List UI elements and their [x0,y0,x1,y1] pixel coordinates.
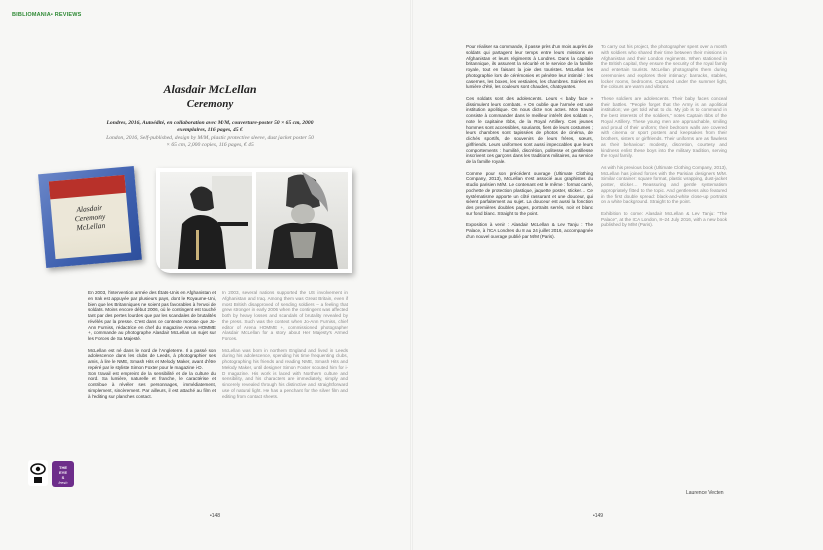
details-french: Londres, 2016, Autoédité, en collaboration avec M/M, couverture-poster 50 × 65 cm, 2000 exemplaires, 116 pages, 45 € [106,120,314,133]
soldier-left-illustration [160,172,252,269]
work-title: Ceremony [186,98,234,110]
soldiers-photo [156,168,352,273]
artist-name: Alasdair McLellan [163,82,257,96]
soldier-portrait-right [256,172,348,269]
column-left-french: En 2003, l'intervention armée des États-Unis en Afghanistan et en Irak est appuyée par plusieurs pays, dont le Royaume-Uni, bien que les Britanniques ne soient pas favorables à l'envoi de soldats. Moins encore début 2006, où le contingent est touché tant par des pertes lourdes que par les scandales de brutalités révélés par la presse. C'est dans ce contexte morose que Jo-Ann Furniss, rédactrice en chef du magazine Arena HOMME +, commande au photographe Alasdair McLellan un sujet sur les Forces de Sa Majesté. McLellan est né dans le nord de l'Angleterre. Il a passé son adolescence dans les clubs de Leeds, à photographier ses amis, à lire le NME, Smash Hits et Melody Maker, avant d'être repéré par le styliste Simon Foxter pour le magazine i-D. Son travail est empreint de la sensibilité et de la culture du nord. Sa lumière, naturelle et franche, le caractérise et contribue à révéler ses personnages, immédiatement, simplement, sincèrement. Par ailleurs, il est attaché au film et à l'editing sur planches contact. [88,290,216,399]
eye-logo-icon [28,460,48,486]
cover-line-2: Ceremony [74,211,106,224]
cover-line-1: Alasdair [75,202,103,215]
soldier-portrait-left [160,172,252,269]
page-number-left: •148 [210,513,221,519]
column-right-english: To carry out his project, the photographer spent over a month with soldiers who shared their time between their missions in Afghanistan and their London regiments. When stationed in the British capital, they ensure the security of the royal family and entertain tourists. McLellan photographs them during ceremonies and explores their intimacy: barracks, stables, locker rooms, bedrooms. Captured under the summer light, the colours are warm and vibrant. These soldiers are adolescents. Their baby faces conceal their battles. "People forget that the Army is an apolitical institution; we get told what to do. My job is to command in the best interests of the soldiers," notes Captain Ibbs of the Royal Artillery. These young men are approachable, smiling and proud of their uniform; their bedroom walls are covered with cinema or sport posters and keepsakes from their brothers, sisters or girlfriends. Their uniforms are as flawless as their behaviour: modesty, discretion, courtesy and kindness enlist these boys into the military tradition, serving the royal family. As with his previous book (Ultimate Clothing Company, 2013), McLellan has joined forces with the Parisian designers M/M. Similar container: square format, plastic wrapping, dust-jacket poster, sticker… Reassuring and gentle systematism appropriately fitted to the topic. And gentleness also featured in the first double spread: black-and-white close-up portraits on a white background. Straight to the point. Exhibition to come: Alasdair McLellan & Lev Tanju: "The Palace", at the ICA London, 8–24 July 2016, with a new book published by M/M (Paris). [601,44,727,228]
section-header: BIBLIOMANIA• REVIEWS [12,12,82,18]
column-left-english: In 2003, several nations supported the US involvement in Afghanistan and Iraq. Among them was Great Britain, even if most British disapproved of sending soldiers – a feeling that grew stronger in early 2006 when the contingent was affected both by heavy losses and scandals of brutality revealed by the press. Such was the context when Jo-Ann Furniss, chief editor of Arena HOMME +, commissioned photographer Alasdair McLellan for a story about Her Majesty's Armed Forces. McLellan was born in northern England and lived in Leeds during his adolescence, spending his time frequenting clubs, photographing his friends and reading NME, Smash Hits and Melody Maker, until designer Simon Foxter scouted him for i-D magazine. His work is laced with Northern culture and sensibility, and his characters are immediately, simply and sincerely revealed through his distinctive and straightforward use of natural light. He has a penchant for the silver film and editing from contact sheets. [222,290,348,399]
page-gutter [410,0,413,550]
cover-poster [49,175,132,259]
details-english: London, 2016, Self-published, design by M/M, plastic protective sleeve, dust jacket poster 50 × 65 cm, 2,000 copies, 116 pages, € 45 [106,135,314,148]
cover-red-band [49,175,126,200]
logo-text-4: fresh [58,480,68,485]
author-credit: Laurence Vecten [686,490,724,496]
book-cover-image [38,166,142,268]
soldier-right-illustration [256,172,348,269]
the-eyes-logo [52,461,74,487]
title-block [105,82,315,149]
page-number-right: •149 [593,513,604,519]
cover-line-3: McLellan [76,220,106,233]
cover-title [51,201,129,235]
logo-text-3: S [61,475,65,480]
logo-text-2: EYE [58,470,67,475]
column-right-french: Pour réaliser sa commande, il passe près d'un mois auprès de soldats qui partagent leur temps entre leurs missions en Afghanistan et leurs régiments à Londres. Dans la capitale britannique, ils assurent la sécurité et le service de la famille royale, tout en faisant la joie des touristes. McLellan les photographie lors de cérémonies et pénètre leur intimité : les casernes, les boxes, les vestiaires, les chambres. Soirées en lumière d'été, les couleurs sont chaudes, chatoyantes. Ces soldats sont des adolescents. Leurs « baby face » dissimulent leurs combats. « On oublie que l'armée est une institution apolitique. On nous dicte nos actes. Mon travail consiste à commander dans le meilleur intérêt des soldats », note le capitaine Ibbs, de la Royal Artillery. Ces jeunes hommes sont accessibles, souriants, fiers de leurs costumes ; leurs chambres sont tapissées de photos de cinéma, de clichés sportifs, de souvenirs de leurs frères, sœurs, girlfriends. Leurs uniformes sont aussi impeccables que leurs comportements : humilité, discrétion, politesse et gentillesse inscrivent ces garçons dans les traditions militaires, au service de la famille royale. Comme pour son précédent ouvrage (Ultimate Clothing Company, 2013), McLellan s'est associé aux graphistes du studio parisien M/M. Le contenant est le même : format carré, pochette de protection plastique, jaquette poster, sticker… Ce systématisme apporte un côté rassurant et une douceur, qui sièent parfaitement au sujet. La douceur est aussi la fonction des premières doubles pages, portraits serrés, noir et blanc sur fond blanc. Straight to the point. Exposition à venir : Alasdair McLellan & Lev Tanju : The Palace, à l'ICA Londres du 8 au 24 juillet 2016, accompagnée d'un nouvel ouvrage publié par M/M (Paris). [466,44,594,239]
logo-text-1: THE [59,465,67,470]
